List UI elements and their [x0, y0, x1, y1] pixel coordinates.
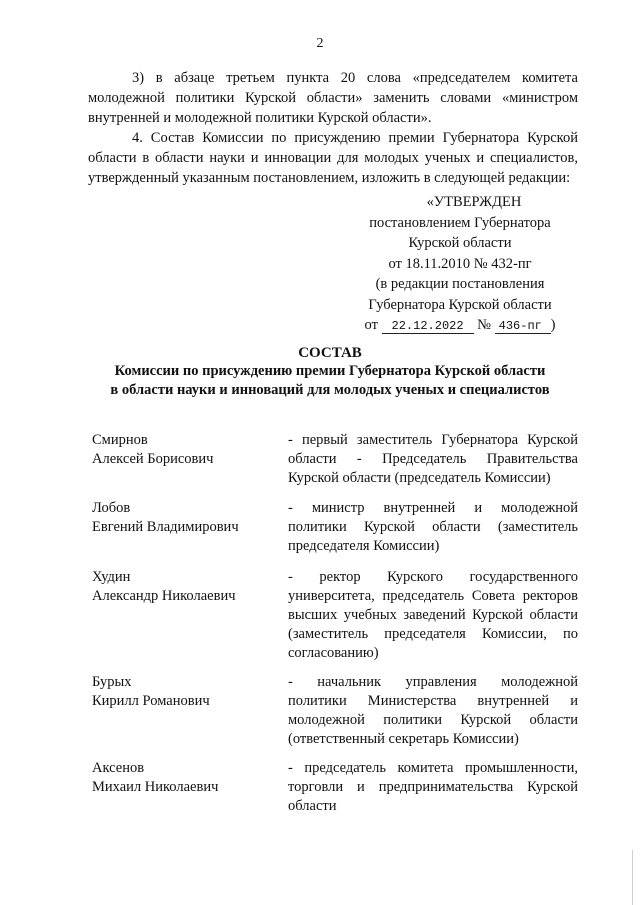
member-name: [92, 499, 282, 537]
approval-original-date-line: от 18.11.2010 № 432-пг: [388, 255, 532, 272]
member-surname: Бурых: [92, 674, 132, 690]
approval-approved-line: «УТВЕРЖДЕН: [426, 194, 522, 210]
member-given-name: Алексей Борисович: [92, 451, 214, 467]
approval-from-label: от: [364, 317, 378, 333]
member-given-name: Александр Николаевич: [92, 588, 236, 604]
member-name: [92, 673, 282, 711]
member-role: - ректор Курского государственного университета, председатель Совета ректоров высших учебных заведений Курской области (заместитель председателя Комиссии, по согласованию): [288, 569, 578, 661]
approval-number-value: 436-пг: [495, 319, 551, 334]
paragraph-item-4: 4. Состав Комиссии по присуждению премии Губернатора Курской области в области науки и инновации для молодых ученых и специалистов, утвержденный указанным постановлением, изложить в следующей редакции:: [88, 130, 578, 186]
approval-amendment-line: [330, 315, 590, 336]
member-name: [92, 759, 282, 797]
composition-subtitle-line-1: Комиссии по присуждению премии Губернатора Курской области: [114, 363, 546, 379]
member-given-name: Михаил Николаевич: [92, 779, 219, 795]
composition-subtitle-line-2: в области науки и инноваций для молодых ученых и специалистов: [110, 382, 550, 398]
member-name: [92, 431, 282, 469]
page-edge-line: [632, 850, 633, 905]
approval-closing-paren: ): [550, 317, 556, 333]
member-surname: Аксенов: [92, 760, 145, 776]
member-role: - первый заместитель Губернатора Курской области - Председатель Правительства Курской области (председатель Комиссии): [288, 432, 578, 486]
member-surname: Худин: [92, 569, 131, 585]
approval-edition-line: (в редакции постановления: [375, 276, 545, 292]
composition-title: СОСТАВ: [298, 345, 362, 361]
approval-date-value: 22.12.2022: [382, 319, 474, 334]
approval-region-line: Курской области: [408, 235, 512, 251]
page-number: 2: [316, 36, 324, 51]
member-given-name: Кирилл Романович: [92, 693, 210, 709]
member-role: - председатель комитета промышленности, торговли и предпринимательства Курской области: [288, 760, 578, 814]
approval-number-label: №: [477, 317, 492, 333]
member-surname: Лобов: [92, 500, 131, 516]
member-name: [92, 568, 282, 606]
member-role: - начальник управления молодежной политики Министерства внутренней и молодежной политики Курской области (ответственный секретарь Комиссии): [288, 674, 578, 747]
member-role: - министр внутренней и молодежной политики Курской области (заместитель председателя Комиссии): [288, 500, 578, 554]
member-surname: Смирнов: [92, 432, 148, 448]
approval-stamp-block: [330, 192, 590, 336]
approval-governor-line: Губернатора Курской области: [368, 296, 552, 313]
member-given-name: Евгений Владимирович: [92, 519, 239, 535]
paragraph-item-3: 3) в абзаце третьем пункта 20 слова «председателем комитета молодежной политики Курской области» заменить словами «министром внутренней и молодежной политики Курской области».: [88, 70, 578, 126]
approval-resolution-line: постановлением Губернатора: [369, 214, 551, 231]
